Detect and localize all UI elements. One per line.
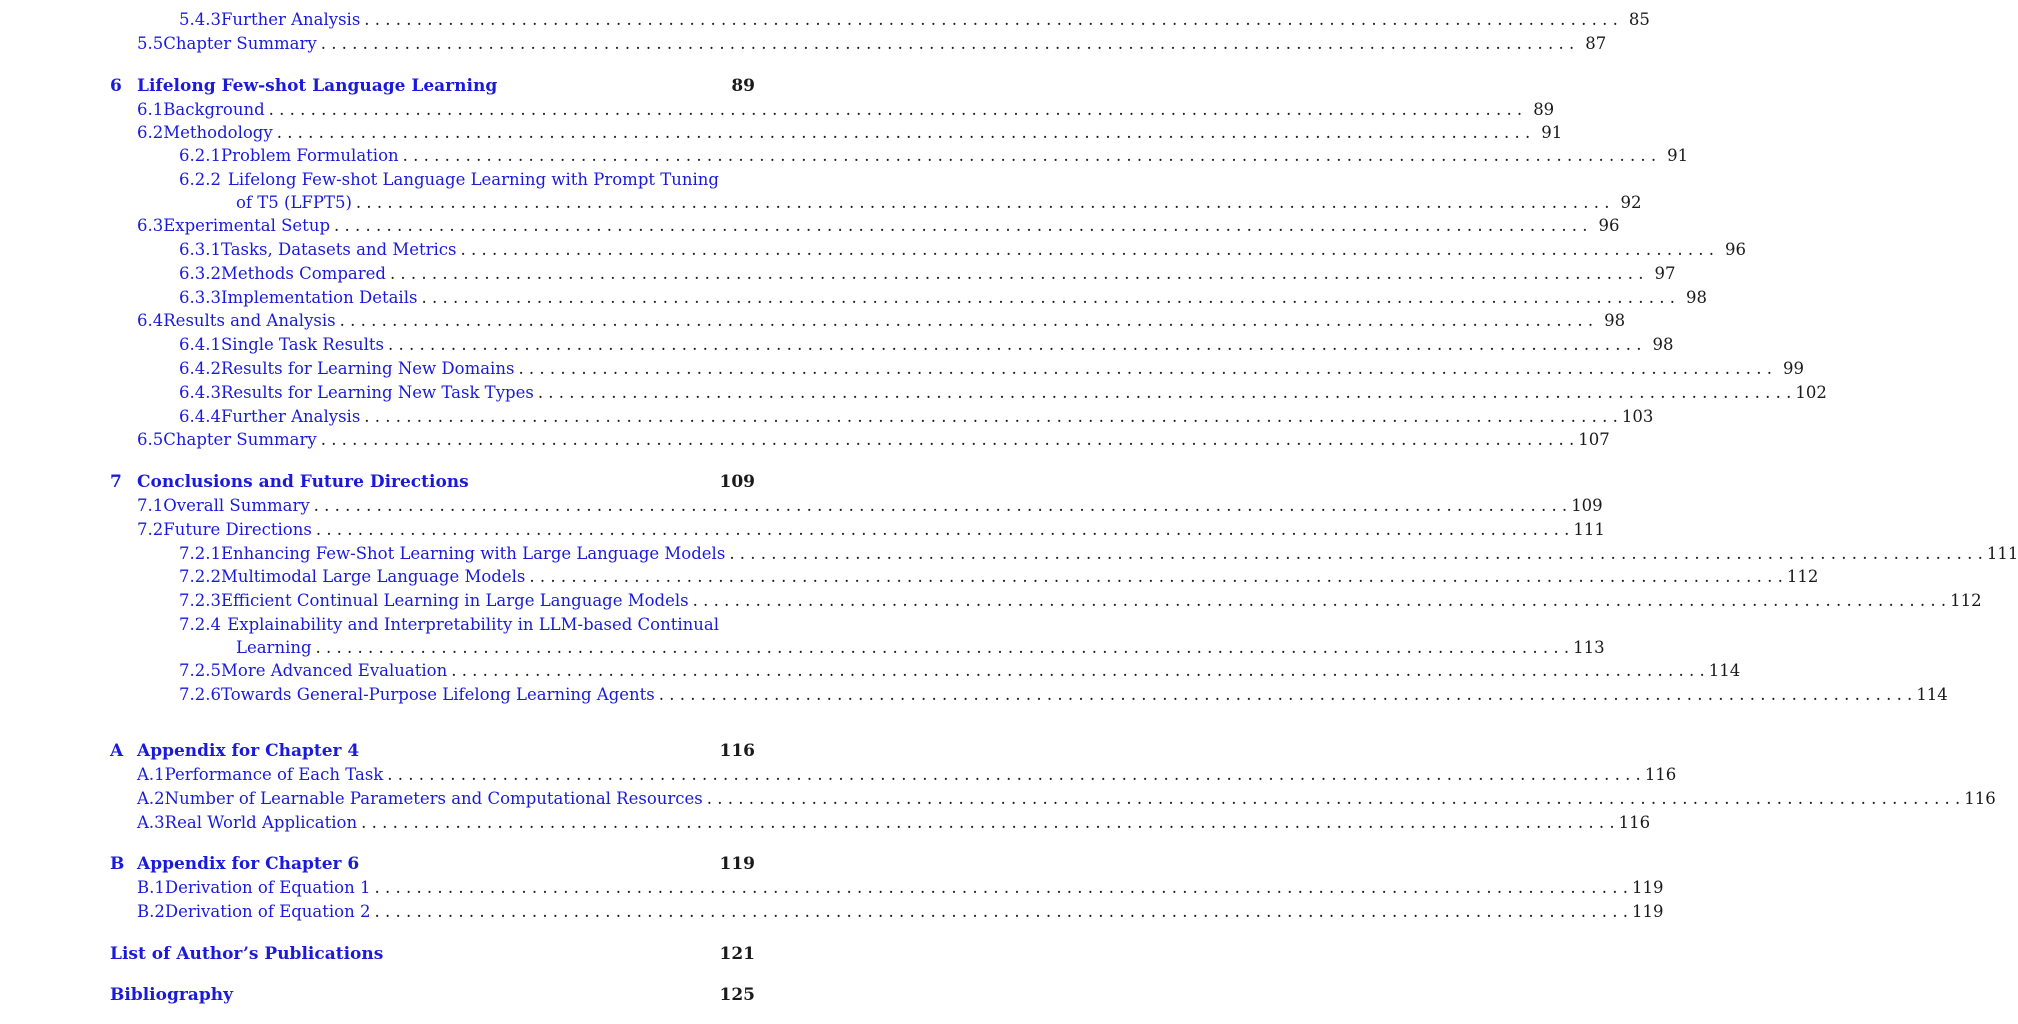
toc-entry-title[interactable]: Results for Learning New Domains <box>220 359 515 378</box>
toc-section-entry[interactable] <box>137 98 1555 122</box>
toc-page-number[interactable]: 112 <box>1786 567 1819 586</box>
toc-entry-title[interactable]: Multimodal Large Language Models <box>220 567 526 586</box>
toc-section-entry[interactable] <box>137 121 1563 145</box>
leader-dots: . . . . . . . . . . . . . . . . . . . . . . . . . . . . . . . . . . . . . . . . . . . . . . . . . . . . . . . . . . . . . . . . . . . . . . . . . . . . . . . . . . . . . . . . . . . . . . . . . . . . . . . . . . . . . . . . . . . . . . . . <box>374 878 1629 897</box>
toc-entry-title[interactable]: Methods Compared <box>220 264 386 283</box>
toc-page-number[interactable]: 125 <box>719 985 755 1005</box>
toc-entry-title[interactable]: Derivation of Equation 2 <box>164 902 371 921</box>
leader-dots: . . . . . . . . . . . . . . . . . . . . . . . . . . . . . . . . . . . . . . . . . . . . . . . . . . . . . . . . . . . . . . . . . . . . . . . . . . . . . . . . . . . . . . . . . . . . . . . . . . . . . . . . . . . . . . . . . . . . . . . . <box>421 288 1675 307</box>
toc-entry-number: 6.1 <box>137 100 164 119</box>
toc-entry-title[interactable]: Real World Application <box>164 813 358 832</box>
toc-entry-title[interactable]: Methodology <box>163 123 273 142</box>
toc-entry-number: 7.1 <box>137 496 164 515</box>
toc-chapter-entry[interactable] <box>110 983 755 1007</box>
toc-entry-title[interactable]: Appendix for Chapter 6 <box>137 854 360 874</box>
toc-entry-title[interactable]: Conclusions and Future Directions <box>137 472 469 492</box>
toc-entry-title[interactable]: Further Analysis <box>220 10 361 29</box>
toc-page-number[interactable]: 109 <box>719 472 755 492</box>
leader-dots: . . . . . . . . . . . . . . . . . . . . . . . . . . . . . . . . . . . . . . . . . . . . . . . . . . . . . . . . . . . . . . . . . . . . . . . . . . . . . . . . . . . . . . . . . . . . . . . . . . . . . . . . . . . . . . . . . . . . . . . . <box>364 10 1618 29</box>
toc-entry-number: 6.5 <box>137 430 164 449</box>
toc-page-number[interactable]: 98 <box>1604 311 1626 330</box>
toc-entry-number: 7.2.2 <box>179 567 221 586</box>
toc-entry-title[interactable]: Background <box>163 100 265 119</box>
toc-chapter-entry[interactable] <box>110 470 755 494</box>
toc-entry-title[interactable]: Enhancing Few-Shot Learning with Large Language Models <box>220 544 726 563</box>
toc-page-number[interactable]: 91 <box>1667 146 1689 165</box>
toc-entry-number: 6.2 <box>137 123 164 142</box>
toc-section-entry[interactable] <box>137 214 1620 238</box>
leader-dots: . . . . . . . . . . . . . . . . . . . . . . . . . . . . . . . . . . . . . . . . . . . . . . . . . . . . . . . . . . . . . . . . . . . . . . . . . . . . . . . . . . . . . . . . . . . . . . . . . . . . . . . . . . . . . . . . . . . . . . . . <box>315 520 1570 539</box>
toc-page-number[interactable]: 98 <box>1686 288 1707 307</box>
toc-section-entry[interactable] <box>179 683 1948 707</box>
toc-page-number[interactable]: 92 <box>1620 193 1642 212</box>
toc-page-number[interactable]: 116 <box>1618 813 1651 832</box>
toc-page-number[interactable]: 116 <box>1964 789 1996 808</box>
toc-page-number[interactable]: 107 <box>1578 430 1610 449</box>
toc-page-number[interactable]: 112 <box>1950 591 1982 610</box>
toc-entry-title-continued[interactable]: of T5 (LFPT5) <box>236 193 352 212</box>
toc-entry-title-continued[interactable]: Learning <box>236 638 312 657</box>
leader-dots: . . . . . . . . . . . . . . . . . . . . . . . . . . . . . . . . . . . . . . . . . . . . . . . . . . . . . . . . . . . . . . . . . . . . . . . . . . . . . . . . . . . . . . . . . . . . . . . . . . . . . . . . . . . . . . . . . . . . . . . . <box>339 311 1594 330</box>
toc-chapter-entry[interactable] <box>110 739 755 763</box>
toc-entry-title[interactable]: Number of Learnable Parameters and Computational Resources <box>164 789 703 808</box>
toc-page-number[interactable]: 89 <box>1533 100 1555 119</box>
toc-entry-number: B <box>110 854 125 874</box>
toc-entry-number: 5.5 <box>137 34 164 53</box>
leader-dots: . . . . . . . . . . . . . . . . . . . . . . . . . . . . . . . . . . . . . . . . . . . . . . . . . . . . . . . . . . . . . . . . . . . . . . . . . . . . . . . . . . . . . . . . . . . . . . . . . . . . . . . . . . . . . . . . . . . . . . . . <box>313 496 1568 515</box>
toc-section-entry[interactable] <box>179 589 1982 613</box>
toc-entry-title[interactable]: Towards General-Purpose Lifelong Learning Agents <box>220 685 655 704</box>
toc-entry-title[interactable]: Bibliography <box>110 985 233 1005</box>
toc-section-entry[interactable] <box>179 357 1804 381</box>
toc-entry-number: 7.2.1 <box>179 544 221 563</box>
toc-entry-number: 6.4 <box>137 311 164 330</box>
toc-entry-number: 6.4.3 <box>179 383 221 402</box>
toc-section-entry[interactable] <box>137 518 1605 542</box>
toc-entry-number: 7.2.6 <box>179 685 221 704</box>
toc-entry-title[interactable]: Chapter Summary <box>163 34 317 53</box>
toc-page-number[interactable]: 87 <box>1585 34 1607 53</box>
leader-dots: . . . . . . . . . . . . . . . . . . . . . . . . . . . . . . . . . . . . . . . . . . . . . . . . . . . . . . . . . . . . . . . . . . . . . . . . . . . . . . . . . . . . . . . . . . . . . . . . . . . . . . . . . . . . . . . . . . . . . . . . <box>374 902 1629 921</box>
toc-entry-number: 6.3.3 <box>179 288 221 307</box>
toc-entry-number: 6.4.1 <box>179 335 221 354</box>
toc-entry-number: 6.4.4 <box>179 407 221 426</box>
toc-page-number[interactable]: 96 <box>1598 216 1620 235</box>
leader-dots: . . . . . . . . . . . . . . . . . . . . . . . . . . . . . . . . . . . . . . . . . . . . . . . . . . . . . . . . . . . . . . . . . . . . . . . . . . . . . . . . . . . . . . . . . . . . . . . . . . . . . . . . . . . . . . . . . . . . . . . . <box>389 264 1644 283</box>
toc-entry-number: 7.2 <box>137 520 164 539</box>
toc-page-number[interactable]: 119 <box>1632 878 1664 897</box>
toc-entry-title[interactable]: Lifelong Few-shot Language Learning with Prompt Tuning <box>227 170 719 189</box>
toc-section-entry[interactable] <box>179 565 1819 589</box>
leader-dots: . . . . . . . . . . . . . . . . . . . . . . . . . . . . . . . . . . . . . . . . . . . . . . . . . . . . . . . . . . . . . . . . . . . . . . . . . . . . . . . . . . . . . . . . . . . . . . . . . . . . . . . . . . . . . . . . . . . . . . . . <box>320 430 1575 449</box>
toc-entry-title[interactable]: Implementation Details <box>220 288 418 307</box>
toc-entry-number: 5.4.3 <box>179 10 221 29</box>
leader-dots: . . . . . . . . . . . . . . . . . . . . . . . . . . . . . . . . . . . . . . . . . . . . . . . . . . . . . . . . . . . . . . . . . . . . . . . . . . . . . . . . . . . . . . . . . . . . . . . . . . . . . . . . . . . . . . . . . . . . . . . . <box>315 638 1570 657</box>
leader-dots: . . . . . . . . . . . . . . . . . . . . . . . . . . . . . . . . . . . . . . . . . . . . . . . . . . . . . . . . . . . . . . . . . . . . . . . . . . . . . . . . . . . . . . . . . . . . . . . . . . . . . . . . . . . . . . . . . . . . . . . . <box>518 359 1772 378</box>
toc-section-entry[interactable] <box>179 262 1676 286</box>
toc-entry-continuation[interactable] <box>236 191 1642 215</box>
toc-section-entry[interactable] <box>137 32 1607 56</box>
toc-entry-number: 6.3.1 <box>179 240 221 259</box>
toc-entry-title[interactable]: More Advanced Evaluation <box>220 661 448 680</box>
leader-dots: . . . . . . . . . . . . . . . . . . . . . . . . . . . . . . . . . . . . . . . . . . . . . . . . . . . . . . . . . . . . . . . . . . . . . . . . . . . . . . . . . . . . . . . . . . . . . . . . . . . . . . . . . . . . . . . . . . . . . . . . <box>460 240 1715 259</box>
toc-entry-number: B.1 <box>137 878 165 897</box>
toc-page-number[interactable]: 111 <box>1986 544 2018 563</box>
toc-entry-number: 7.2.3 <box>179 591 221 610</box>
toc-entry-title[interactable]: Future Directions <box>163 520 312 539</box>
toc-entry-title[interactable]: Efficient Continual Learning in Large Language Models <box>220 591 689 610</box>
toc-entry-title[interactable]: Problem Formulation <box>220 146 399 165</box>
toc-entry-number: 7 <box>110 472 122 492</box>
leader-dots: . . . . . . . . . . . . . . . . . . . . . . . . . . . . . . . . . . . . . . . . . . . . . . . . . . . . . . . . . . . . . . . . . . . . . . . . . . . . . . . . . . . . . . . . . . . . . . . . . . . . . . . . . . . . . . . . . . . . . . . . <box>387 765 1641 784</box>
toc-section-entry[interactable] <box>179 238 1747 262</box>
toc-entry-number: 6.2.1 <box>179 146 221 165</box>
toc-entry-title[interactable]: List of Author’s Publications <box>110 944 384 964</box>
toc-section-entry[interactable] <box>137 763 1677 787</box>
toc-entry-title[interactable]: Explainability and Interpretability in LLM-based Continual <box>227 615 719 634</box>
toc-entry-number: 7.2.4 <box>179 615 221 634</box>
toc-page-number[interactable]: 113 <box>1573 638 1605 657</box>
toc-entry-title[interactable]: Overall Summary <box>163 496 310 515</box>
toc-entry-title[interactable]: Derivation of Equation 1 <box>164 878 371 897</box>
toc-entry-continuation[interactable] <box>236 636 1605 660</box>
toc-section-entry[interactable] <box>137 876 1664 900</box>
toc-section-entry[interactable] <box>179 381 1827 405</box>
toc-page-number[interactable]: 98 <box>1652 335 1674 354</box>
toc-entry-title[interactable]: Chapter Summary <box>163 430 317 449</box>
leader-dots: . . . . . . . . . . . . . . . . . . . . . . . . . . . . . . . . . . . . . . . . . . . . . . . . . . . . . . . . . . . . . . . . . . . . . . . . . . . . . . . . . . . . . . . . . . . . . . . . . . . . . . . . . . . . . . . . . . . . . . . . <box>692 591 1947 610</box>
leader-dots: . . . . . . . . . . . . . . . . . . . . . . . . . . . . . . . . . . . . . . . . . . . . . . . . . . . . . . . . . . . . . . . . . . . . . . . . . . . . . . . . . . . . . . . . . . . . . . . . . . . . . . . . . . . . . . . . . . . . . . . . <box>451 661 1705 680</box>
toc-page-number[interactable]: 116 <box>1644 765 1677 784</box>
toc-section-entry[interactable] <box>179 168 755 192</box>
toc-section-entry[interactable] <box>137 494 1603 518</box>
toc-page-number[interactable]: 114 <box>1708 661 1741 680</box>
leader-dots: . . . . . . . . . . . . . . . . . . . . . . . . . . . . . . . . . . . . . . . . . . . . . . . . . . . . . . . . . . . . . . . . . . . . . . . . . . . . . . . . . . . . . . . . . . . . . . . . . . . . . . . . . . . . . . . . . . . . . . . . <box>387 335 1642 354</box>
leader-dots: . . . . . . . . . . . . . . . . . . . . . . . . . . . . . . . . . . . . . . . . . . . . . . . . . . . . . . . . . . . . . . . . . . . . . . . . . . . . . . . . . . . . . . . . . . . . . . . . . . . . . . . . . . . . . . . . . . . . . . . . <box>355 193 1610 212</box>
toc-entry-title[interactable]: Tasks, Datasets and Metrics <box>220 240 457 259</box>
toc-chapter-entry[interactable] <box>110 942 755 966</box>
toc-entry-number: B.2 <box>137 902 165 921</box>
toc-section-entry[interactable] <box>137 900 1664 924</box>
leader-dots: . . . . . . . . . . . . . . . . . . . . . . . . . . . . . . . . . . . . . . . . . . . . . . . . . . . . . . . . . . . . . . . . . . . . . . . . . . . . . . . . . . . . . . . . . . . . . . . . . . . . . . . . . . . . . . . . . . . . . . . . <box>729 544 1983 563</box>
toc-entry-title[interactable]: Results and Analysis <box>163 311 336 330</box>
toc-page-number[interactable]: 109 <box>1571 496 1603 515</box>
toc-entry-number: 7.2.5 <box>179 661 221 680</box>
toc-entry-number: 6.3 <box>137 216 164 235</box>
leader-dots: . . . . . . . . . . . . . . . . . . . . . . . . . . . . . . . . . . . . . . . . . . . . . . . . . . . . . . . . . . . . . . . . . . . . . . . . . . . . . . . . . . . . . . . . . . . . . . . . . . . . . . . . . . . . . . . . . . . . . . . . <box>364 407 1618 426</box>
toc-page-number[interactable]: 102 <box>1795 383 1827 402</box>
leader-dots: . . . . . . . . . . . . . . . . . . . . . . . . . . . . . . . . . . . . . . . . . . . . . . . . . . . . . . . . . . . . . . . . . . . . . . . . . . . . . . . . . . . . . . . . . . . . . . . . . . . . . . . . . . . . . . . . . . . . . . . . <box>320 34 1575 53</box>
toc-entry-number: A.3 <box>137 813 165 832</box>
toc-section-entry[interactable] <box>179 405 1654 429</box>
toc-entry-title[interactable]: Experimental Setup <box>163 216 331 235</box>
toc-page-number[interactable]: 89 <box>731 76 755 96</box>
leader-dots: . . . . . . . . . . . . . . . . . . . . . . . . . . . . . . . . . . . . . . . . . . . . . . . . . . . . . . . . . . . . . . . . . . . . . . . . . . . . . . . . . . . . . . . . . . . . . . . . . . . . . . . . . . . . . . . . . . . . . . . . <box>706 789 1961 808</box>
toc-page-number[interactable]: 96 <box>1725 240 1747 259</box>
toc-section-entry[interactable] <box>137 811 1651 835</box>
leader-dots: . . . . . . . . . . . . . . . . . . . . . . . . . . . . . . . . . . . . . . . . . . . . . . . . . . . . . . . . . . . . . . . . . . . . . . . . . . . . . . . . . . . . . . . . . . . . . . . . . . . . . . . . . . . . . . . . . . . . . . . . <box>658 685 1913 704</box>
toc-entry-number: 6.4.2 <box>179 359 221 378</box>
leader-dots: . . . . . . . . . . . . . . . . . . . . . . . . . . . . . . . . . . . . . . . . . . . . . . . . . . . . . . . . . . . . . . . . . . . . . . . . . . . . . . . . . . . . . . . . . . . . . . . . . . . . . . . . . . . . . . . . . . . . . . . . <box>361 813 1615 832</box>
toc-entry-title[interactable]: Further Analysis <box>220 407 361 426</box>
leader-dots: . . . . . . . . . . . . . . . . . . . . . . . . . . . . . . . . . . . . . . . . . . . . . . . . . . . . . . . . . . . . . . . . . . . . . . . . . . . . . . . . . . . . . . . . . . . . . . . . . . . . . . . . . . . . . . . . . . . . . . . . <box>529 567 1783 586</box>
toc-section-entry[interactable] <box>179 613 755 637</box>
toc-entry-title[interactable]: Performance of Each Task <box>164 765 384 784</box>
leader-dots: . . . . . . . . . . . . . . . . . . . . . . . . . . . . . . . . . . . . . . . . . . . . . . . . . . . . . . . . . . . . . . . . . . . . . . . . . . . . . . . . . . . . . . . . . . . . . . . . . . . . . . . . . . . . . . . . . . . . . . . . <box>268 100 1523 119</box>
toc-section-entry[interactable] <box>179 8 1650 32</box>
toc-entry-number: 6 <box>110 76 122 96</box>
toc-entry-title[interactable]: Single Task Results <box>220 335 384 354</box>
toc-chapter-entry[interactable] <box>110 74 755 98</box>
toc-entry-title[interactable]: Results for Learning New Task Types <box>220 383 534 402</box>
toc-section-entry[interactable] <box>179 286 1707 310</box>
toc-page-number[interactable]: 99 <box>1782 359 1804 378</box>
toc-section-entry[interactable] <box>137 787 1996 811</box>
toc-chapter-entry[interactable] <box>110 852 755 876</box>
toc-page-number[interactable]: 111 <box>1573 520 1605 539</box>
toc-entry-number: A.1 <box>137 765 165 784</box>
toc-page-number[interactable]: 97 <box>1654 264 1676 283</box>
toc-section-entry[interactable] <box>179 659 1741 683</box>
toc-entry-number: A.2 <box>137 789 165 808</box>
toc-section-entry[interactable] <box>179 542 2018 566</box>
toc-entry-number: 6.3.2 <box>179 264 221 283</box>
toc-entry-number: 6.2.2 <box>179 170 221 189</box>
toc-page-number[interactable]: 91 <box>1541 123 1563 142</box>
toc-page-number[interactable]: 103 <box>1621 407 1654 426</box>
toc-section-entry[interactable] <box>137 309 1626 333</box>
toc-entry-title[interactable]: Lifelong Few-shot Language Learning <box>137 76 498 96</box>
toc-page-number[interactable]: 114 <box>1916 685 1948 704</box>
toc-page-number[interactable]: 116 <box>719 741 755 761</box>
toc-entry-title[interactable]: Appendix for Chapter 4 <box>137 741 360 761</box>
toc-page-number[interactable]: 121 <box>719 944 755 964</box>
toc-page-number[interactable]: 119 <box>1632 902 1664 921</box>
toc-section-entry[interactable] <box>179 333 1674 357</box>
leader-dots: . . . . . . . . . . . . . . . . . . . . . . . . . . . . . . . . . . . . . . . . . . . . . . . . . . . . . . . . . . . . . . . . . . . . . . . . . . . . . . . . . . . . . . . . . . . . . . . . . . . . . . . . . . . . . . . . . . . . . . . . <box>276 123 1531 142</box>
leader-dots: . . . . . . . . . . . . . . . . . . . . . . . . . . . . . . . . . . . . . . . . . . . . . . . . . . . . . . . . . . . . . . . . . . . . . . . . . . . . . . . . . . . . . . . . . . . . . . . . . . . . . . . . . . . . . . . . . . . . . . . . <box>537 383 1792 402</box>
toc-section-entry[interactable] <box>179 144 1689 168</box>
toc-section-entry[interactable] <box>137 428 1610 452</box>
toc-page-number[interactable]: 85 <box>1628 10 1650 29</box>
toc-page-number[interactable]: 119 <box>719 854 755 874</box>
leader-dots: . . . . . . . . . . . . . . . . . . . . . . . . . . . . . . . . . . . . . . . . . . . . . . . . . . . . . . . . . . . . . . . . . . . . . . . . . . . . . . . . . . . . . . . . . . . . . . . . . . . . . . . . . . . . . . . . . . . . . . . . <box>402 146 1657 165</box>
toc-entry-number: A <box>110 741 124 761</box>
leader-dots: . . . . . . . . . . . . . . . . . . . . . . . . . . . . . . . . . . . . . . . . . . . . . . . . . . . . . . . . . . . . . . . . . . . . . . . . . . . . . . . . . . . . . . . . . . . . . . . . . . . . . . . . . . . . . . . . . . . . . . . . <box>334 216 1588 235</box>
